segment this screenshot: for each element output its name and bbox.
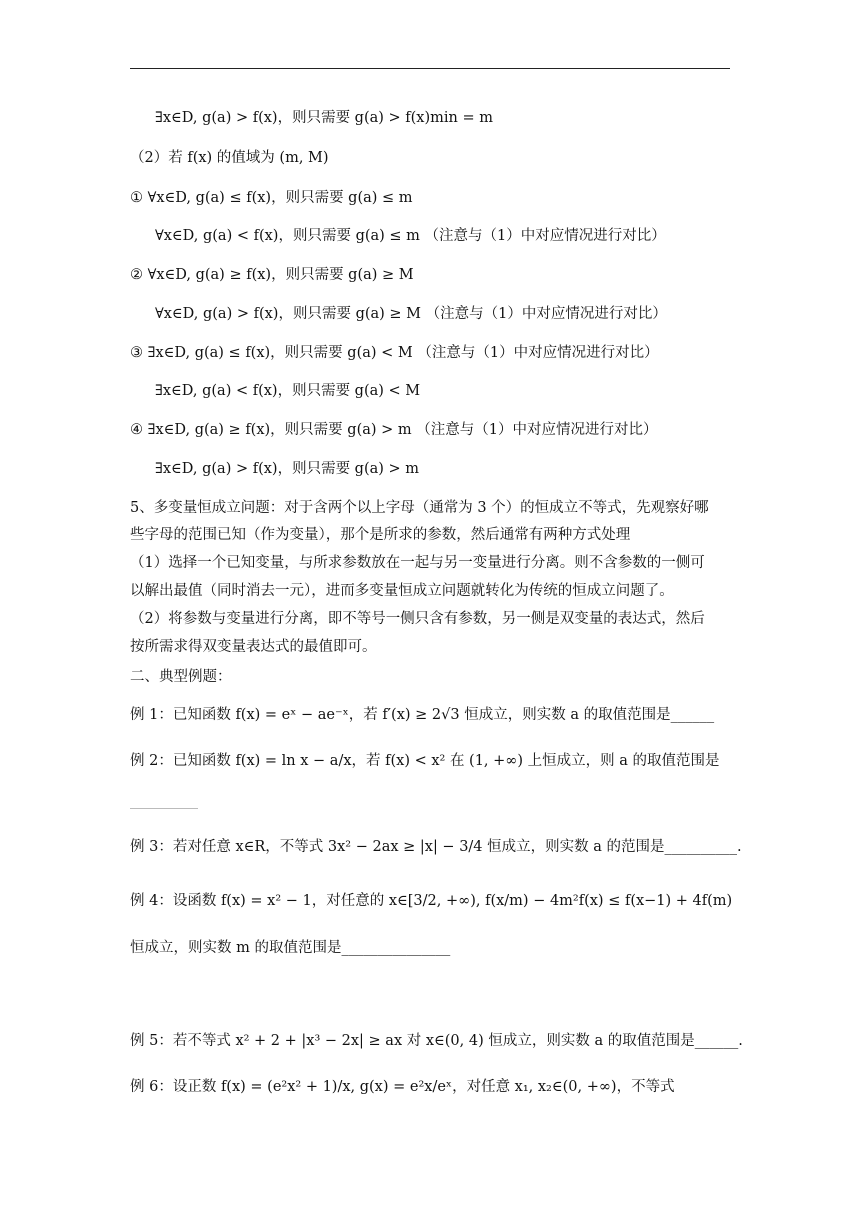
text-line-3: ① ∀x∈D, g(a) ≤ f(x)，则只需要 g(a) ≤ m: [130, 190, 413, 206]
text-line-8: ∃x∈D, g(a) < f(x)，则只需要 g(a) < M: [155, 383, 421, 399]
text-line-5: ② ∀x∈D, g(a) ≥ f(x)，则只需要 g(a) ≥ M: [130, 267, 414, 283]
text-line-15: （2）将参数与变量进行分离，即不等号一侧只含有参数，另一侧是双变量的表达式，然后: [130, 611, 705, 627]
text-line-23: 例 5：若不等式 x² + 2 + |x³ − 2x| ≥ ax 对 x∈(0, 4) 恒成立，则实数 a 的取值范围是______.: [130, 1033, 743, 1049]
text-line-1: ∃x∈D, g(a) > f(x)，则只需要 g(a) > f(x)min = m: [155, 110, 493, 126]
text-line-18: 例 1：已知函数 f(x) = eˣ − ae⁻ˣ，若 f′(x) ≥ 2√3 恒成立，则实数 a 的取值范围是______: [130, 707, 715, 723]
text-line-2: （2）若 f(x) 的值域为 (m, M): [130, 150, 329, 166]
text-line-4: ∀x∈D, g(a) < f(x)，则只需要 g(a) ≤ m （注意与（1）中对应情况进行对比）: [155, 228, 666, 244]
text-line-24: 例 6：设正数 f(x) = (e²x² + 1)/x, g(x) = e²x/eˣ，对任意 x₁, x₂∈(0, +∞)，不等式: [130, 1079, 675, 1095]
text-line-9: ④ ∃x∈D, g(a) ≥ f(x)，则只需要 g(a) > m （注意与（1）中对应情况进行对比）: [130, 422, 658, 438]
text-line-6: ∀x∈D, g(a) > f(x)，则只需要 g(a) ≥ M （注意与（1）中对应情况进行对比）: [155, 306, 667, 322]
text-line-22: 恒成立，则实数 m 的取值范围是_______________: [130, 940, 451, 956]
text-line-17: 二、典型例题：: [130, 669, 232, 685]
text-line-16: 按所需求得双变量表达式的最值即可。: [130, 639, 377, 655]
header-rule: [130, 68, 730, 69]
text-line-7: ③ ∃x∈D, g(a) ≤ f(x)，则只需要 g(a) < M （注意与（1）中对应情况进行对比）: [130, 345, 659, 361]
text-line-20: 例 3：若对任意 x∈R，不等式 3x² − 2ax ≥ |x| − 3/4 恒成立，则实数 a 的范围是__________.: [130, 839, 742, 855]
text-line-21: 例 4：设函数 f(x) = x² − 1，对任意的 x∈[3/2, +∞), f(x/m) − 4m²f(x) ≤ f(x−1) + 4f(m): [130, 893, 733, 909]
text-line-19: 例 2：已知函数 f(x) = ln x − a/x，若 f(x) < x² 在 (1, +∞) 上恒成立，则 a 的取值范围是: [130, 753, 720, 769]
text-line-11: 5、多变量恒成立问题：对于含两个以上字母（通常为 3 个）的恒成立不等式，先观察好哪: [130, 500, 709, 516]
text-line-13: （1）选择一个已知变量，与所求参数放在一起与另一变量进行分离。则不含参数的一侧可: [130, 555, 705, 571]
text-line-10: ∃x∈D, g(a) > f(x)，则只需要 g(a) > m: [155, 461, 420, 477]
text-line-14: 以解出最值（同时消去一元），进而多变量恒成立问题就转化为传统的恒成立问题了。: [130, 583, 674, 599]
answer-blank-continued: [130, 808, 198, 809]
text-line-12: 些字母的范围已知（作为变量），那个是所求的参数，然后通常有两种方式处理: [130, 527, 631, 543]
